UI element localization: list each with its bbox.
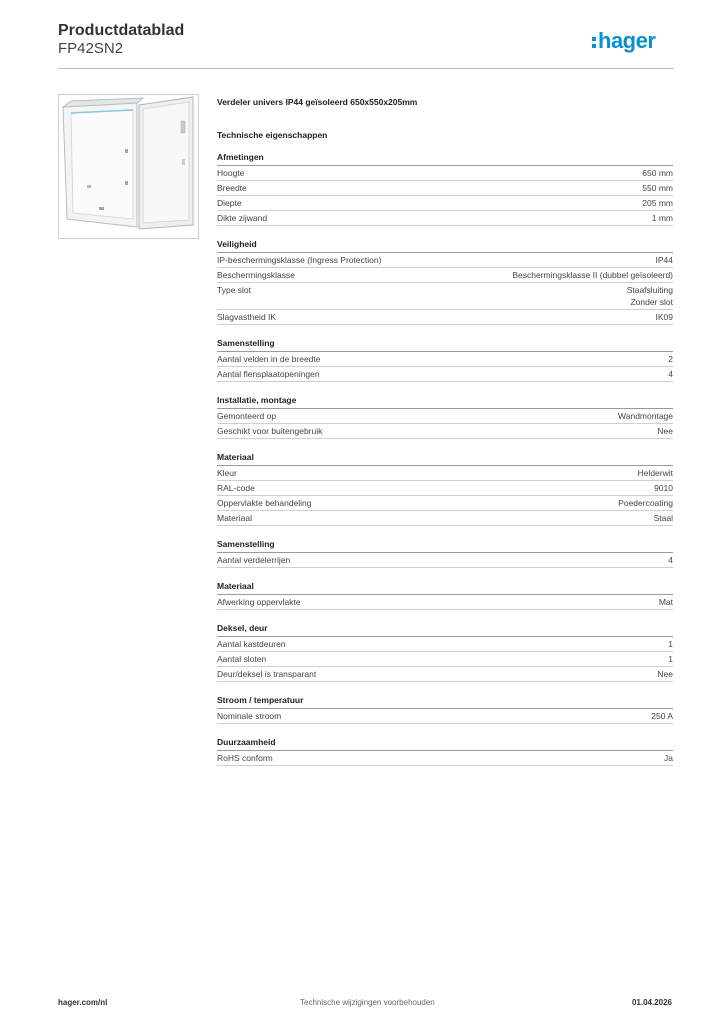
spec-section [217, 451, 673, 526]
section-title: Installatie, montage [217, 394, 673, 409]
spec-section [217, 337, 673, 382]
spec-value [627, 284, 673, 308]
spec-label: Slagvastheid IK [217, 312, 277, 322]
product-code: FP42SN2 [58, 40, 124, 57]
spec-label: Kleur [217, 468, 237, 478]
section-title: Samenstelling [217, 538, 673, 553]
spec-value [642, 167, 673, 179]
spec-value [654, 512, 673, 524]
spec-row [217, 283, 673, 310]
spec-section [217, 580, 673, 610]
spec-section [217, 238, 673, 325]
spec-value [668, 368, 673, 380]
section-title: Stroom / temperatuur [217, 694, 673, 709]
spec-row [217, 709, 673, 724]
svg-text:hager: hager [598, 28, 656, 53]
spec-value [651, 710, 673, 722]
spec-value-line: 4 [668, 555, 673, 565]
spec-value-line: 550 mm [642, 183, 673, 193]
spec-value-line: 250 A [651, 711, 673, 721]
spec-row [217, 511, 673, 526]
spec-value [657, 425, 673, 437]
spec-row [217, 409, 673, 424]
section-title: Veiligheid [217, 238, 673, 253]
spec-row [217, 466, 673, 481]
spec-value [657, 668, 673, 680]
product-specs [217, 96, 673, 766]
spec-label: Materiaal [217, 513, 252, 523]
spec-value-line: Staal [653, 513, 673, 523]
tech-heading: Technische eigenschappen [217, 130, 328, 140]
spec-label: Gemonteerd op [217, 411, 277, 421]
footer-website[interactable]: hager.com/nl [58, 998, 108, 1007]
spec-value [656, 254, 674, 266]
spec-value [668, 353, 673, 365]
spec-value [642, 182, 673, 194]
spec-value [668, 554, 673, 566]
spec-value [512, 269, 673, 281]
product-description: Verdeler univers IP44 geïsoleerd 650x550x205mm [217, 97, 418, 107]
spec-value [642, 197, 673, 209]
spec-value-line: 4 [668, 369, 673, 379]
header-divider [58, 68, 674, 69]
spec-label: RoHS conform [217, 753, 273, 763]
spec-label: Type slot [217, 285, 252, 295]
spec-section [217, 394, 673, 439]
footer-disclaimer: Technische wijzigingen voorbehouden [300, 998, 435, 1007]
spec-value-line: 9010 [654, 483, 673, 493]
spec-value [656, 311, 674, 323]
spec-value [638, 467, 673, 479]
spec-row [217, 496, 673, 511]
spec-value-line: 205 mm [642, 198, 673, 208]
spec-row [217, 367, 673, 382]
spec-value [659, 596, 673, 608]
section-title: Afmetingen [217, 151, 673, 166]
spec-row [217, 253, 673, 268]
spec-section [217, 694, 673, 724]
spec-row [217, 652, 673, 667]
spec-row [217, 424, 673, 439]
spec-row [217, 268, 673, 283]
spec-value-line: 2 [668, 354, 673, 364]
spec-row [217, 181, 673, 196]
spec-value-line: Zonder slot [630, 297, 673, 307]
spec-label: Aantal velden in de breedte [217, 354, 321, 364]
spec-value-line: Poedercoating [618, 498, 673, 508]
spec-label: Oppervlakte behandeling [217, 498, 312, 508]
spec-row [217, 751, 673, 766]
footer-date: 01.04.2026 [631, 998, 672, 1007]
spec-label: Nominale stroom [217, 711, 282, 721]
spec-value-line: 1 [668, 639, 673, 649]
spec-sections [217, 151, 673, 766]
spec-section [217, 151, 673, 226]
spec-value [668, 638, 673, 650]
spec-section [217, 622, 673, 682]
spec-value [652, 212, 673, 224]
hager-logo [592, 28, 674, 54]
spec-value-line: Beschermingsklasse II (dubbel geïsoleerd) [512, 270, 673, 280]
spec-value-line: Staafsluiting [626, 285, 673, 295]
section-title: Materiaal [217, 580, 673, 595]
spec-label: Aantal kastdeuren [217, 639, 286, 649]
spec-value-line: Nee [657, 426, 673, 436]
spec-label: Hoogte [217, 168, 245, 178]
spec-value-line: Mat [658, 597, 673, 607]
spec-row [217, 481, 673, 496]
spec-value-line: Ja [664, 753, 673, 763]
spec-label: Beschermingsklasse [217, 270, 295, 280]
spec-label: Geschikt voor buitengebruik [217, 426, 323, 436]
spec-label: Breedte [217, 183, 247, 193]
spec-row [217, 352, 673, 367]
spec-row [217, 667, 673, 682]
spec-value-line: 1 mm [651, 213, 673, 223]
spec-label: IP-beschermingsklasse (Ingress Protection) [217, 255, 382, 265]
spec-value-line: Wandmontage [618, 411, 673, 421]
spec-value [618, 497, 673, 509]
spec-label: Aantal flensplaatopeningen [217, 369, 320, 379]
spec-value [618, 410, 673, 422]
section-title: Deksel, deur [217, 622, 673, 637]
section-title: Duurzaamheid [217, 736, 673, 751]
page-title: Productdatablad [58, 22, 185, 39]
spec-label: Dikte zijwand [217, 213, 268, 223]
spec-value-line: IP44 [655, 255, 673, 265]
spec-row [217, 595, 673, 610]
spec-row [217, 196, 673, 211]
spec-value-line: 650 mm [642, 168, 673, 178]
spec-label: Afwerking oppervlakte [217, 597, 301, 607]
spec-row [217, 637, 673, 652]
section-title: Samenstelling [217, 337, 673, 352]
spec-value-line: IK09 [655, 312, 673, 322]
spec-label: Aantal verdelerrijen [217, 555, 291, 565]
section-title: Materiaal [217, 451, 673, 466]
spec-value [654, 482, 673, 494]
spec-value-line: Helderwit [637, 468, 673, 478]
spec-row [217, 211, 673, 226]
spec-row [217, 166, 673, 181]
spec-row [217, 310, 673, 325]
product-image [58, 94, 199, 239]
spec-value-line: Nee [657, 669, 673, 679]
spec-value [664, 752, 673, 764]
spec-section [217, 736, 673, 766]
spec-value-line: 1 [668, 654, 673, 664]
spec-label: Diepte [217, 198, 242, 208]
spec-label: RAL-code [217, 483, 255, 493]
spec-label: Aantal sloten [217, 654, 267, 664]
spec-value [668, 653, 673, 665]
spec-label: Deur/deksel is transparant [217, 669, 317, 679]
spec-row [217, 553, 673, 568]
spec-section [217, 538, 673, 568]
